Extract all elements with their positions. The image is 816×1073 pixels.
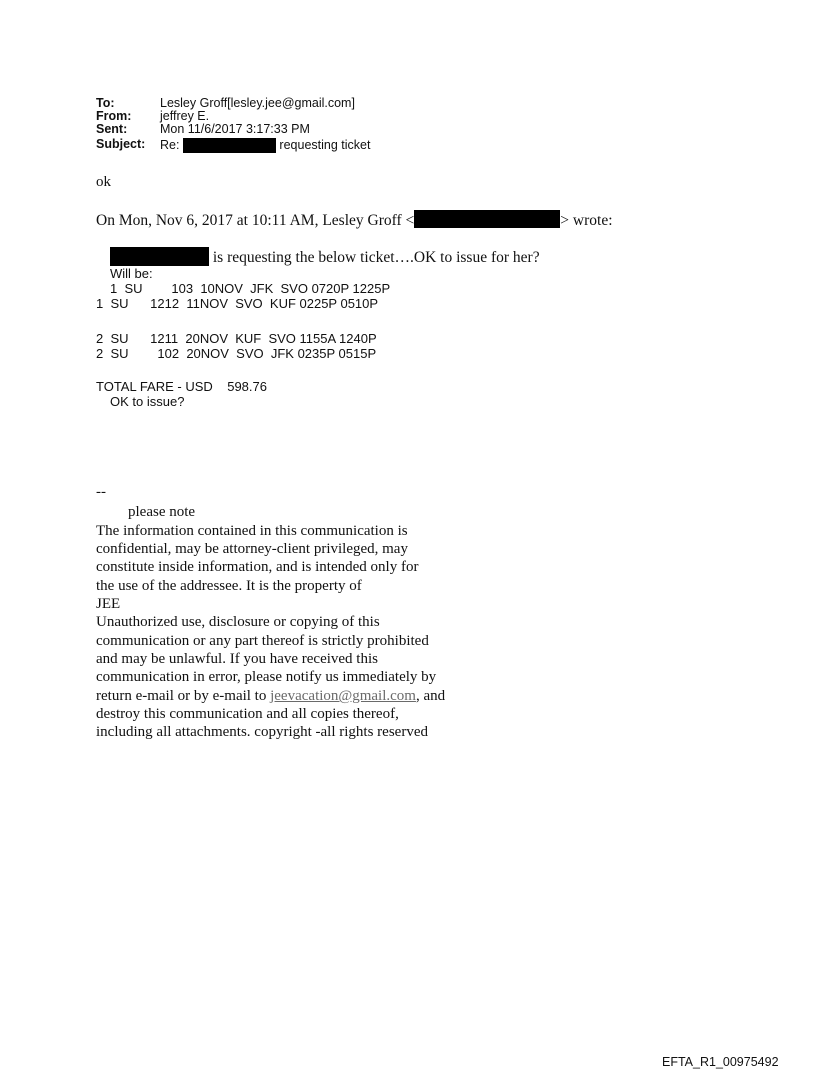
quote-intro-prefix: On Mon, Nov 6, 2017 at 10:11 AM, Lesley Groff <: [96, 212, 415, 229]
subject-prefix: Re:: [160, 137, 180, 152]
total-fare: TOTAL FARE - USD 598.76: [96, 379, 267, 394]
from-value: jeffrey E.: [160, 109, 210, 123]
disclaimer-line: the use of the addressee. It is the property of: [96, 578, 362, 594]
redaction-block: [183, 138, 276, 153]
ok-to-issue: OK to issue?: [110, 394, 185, 409]
to-label: To:: [96, 96, 115, 110]
disclaimer-line: JEE: [96, 596, 121, 612]
signature-dashes: --: [96, 484, 106, 500]
will-be-label: Will be:: [110, 266, 153, 281]
request-line: [110, 247, 540, 267]
itinerary-line: 2 SU 1211 20NOV KUF SVO 1155A 1240P: [96, 331, 377, 346]
itinerary-line: 2 SU 102 20NOV SVO JFK 0235P 0515P: [96, 346, 377, 361]
redaction-block: [414, 210, 560, 228]
disclaimer-line: communication or any part thereof is strictly prohibited: [96, 633, 429, 649]
return-suffix: , and: [415, 688, 446, 704]
from-label: From:: [96, 109, 132, 123]
sent-value: Mon 11/6/2017 3:17:33 PM: [160, 122, 310, 136]
subject-label: Subject:: [96, 137, 146, 151]
request-text: is requesting the below ticket….OK to issue for her?: [209, 249, 540, 266]
disclaimer-line: including all attachments. copyright -all rights reserved: [96, 724, 428, 740]
redaction-block: [110, 247, 209, 266]
itinerary-line: 1 SU 103 10NOV JFK SVO 0720P 1225P: [110, 281, 391, 296]
quote-intro: [96, 210, 613, 230]
disclaimer-line: communication in error, please notify us immediately by: [96, 669, 437, 685]
disclaimer-line: constitute inside information, and is intended only for: [96, 559, 419, 575]
subject-suffix: requesting ticket: [279, 137, 371, 152]
disclaimer-line-with-link: [96, 687, 445, 705]
itinerary-line: 1 SU 1212 11NOV SVO KUF 0225P 0510P: [96, 296, 379, 311]
to-value: Lesley Groff[lesley.jee@gmail.com]: [160, 96, 355, 110]
disclaimer-line: and may be unlawful. If you have received this: [96, 651, 378, 667]
subject-value: [160, 138, 370, 153]
sent-label: Sent:: [96, 122, 128, 136]
reply-text: ok: [96, 174, 111, 190]
disclaimer-line: destroy this communication and all copies thereof,: [96, 706, 399, 722]
quote-intro-suffix: > wrote:: [560, 212, 613, 229]
return-prefix: return e-mail or by e-mail to: [96, 688, 271, 704]
disclaimer-line: Unauthorized use, disclosure or copying of this: [96, 614, 380, 630]
please-note: please note: [128, 504, 196, 520]
disclaimer-line: confidential, may be attorney-client privileged, may: [96, 541, 408, 557]
disclaimer-line: The information contained in this communication is: [96, 523, 408, 539]
document-id: EFTA_R1_00975492: [662, 1055, 779, 1069]
email-link[interactable]: jeevacation@gmail.com: [270, 688, 416, 704]
